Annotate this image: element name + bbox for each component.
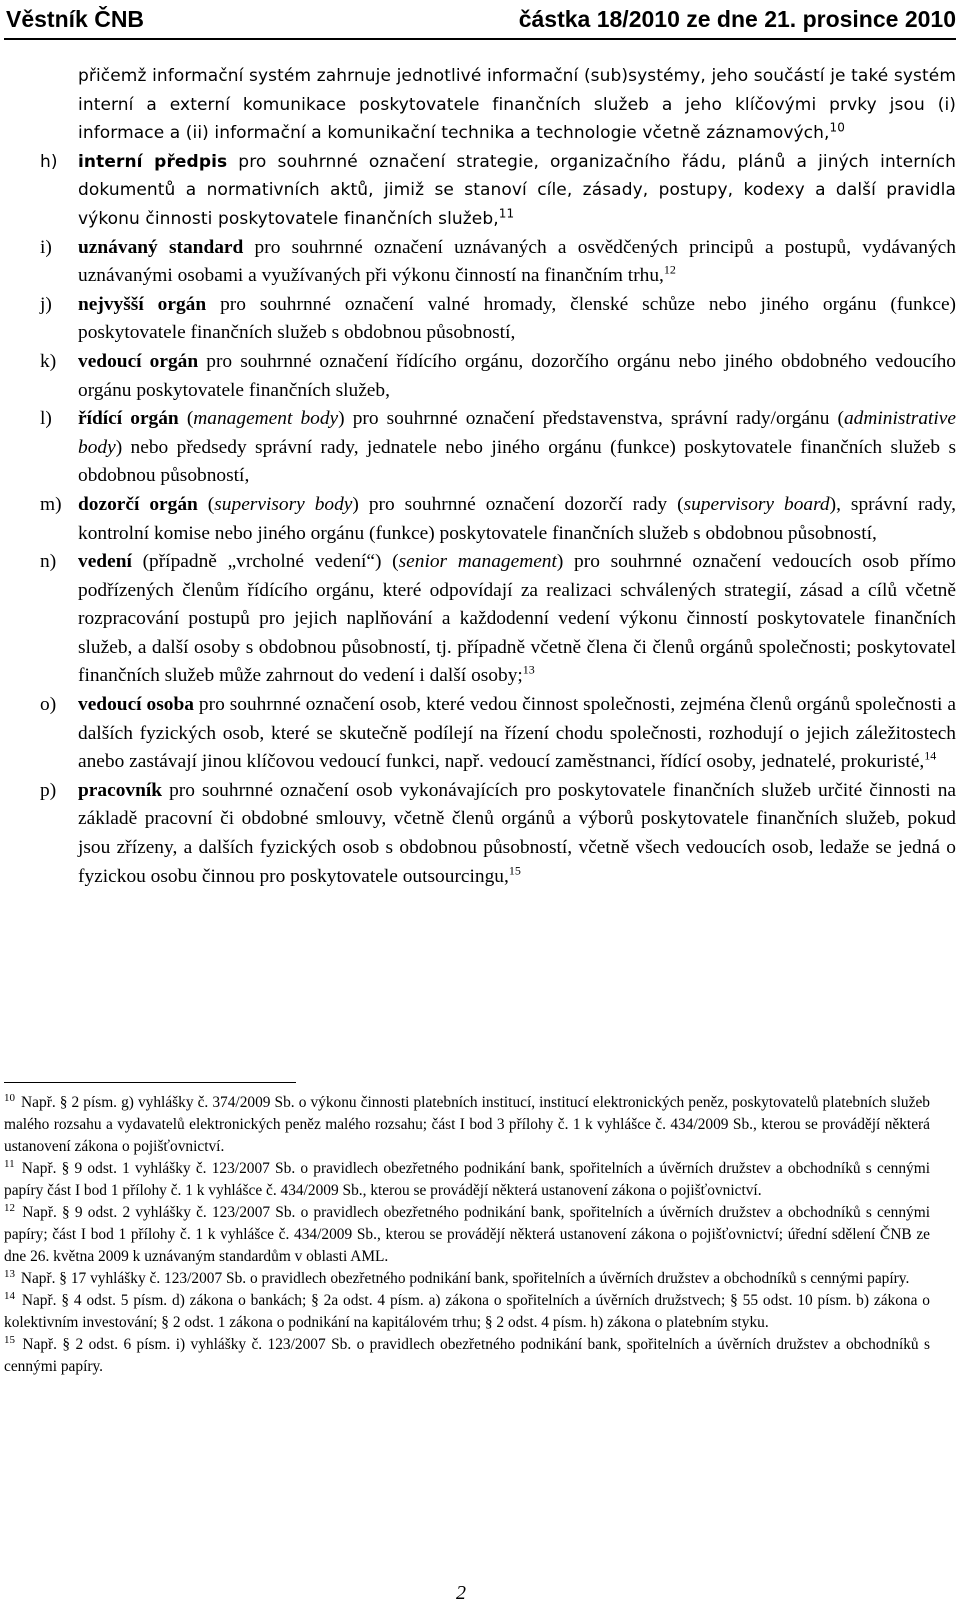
page-number: 2 — [456, 1582, 466, 1604]
definition-text: ( — [197, 493, 215, 515]
defined-term: dozorčí orgán — [78, 493, 198, 515]
english-term: senior management — [398, 551, 557, 573]
definition-item — [40, 148, 956, 234]
definition-text: pro souhrnné označení uznávaných a osvědčených principů a postupů, vydávaných uznávanými osobami a využívaných při výkonu činností na finančním trhu, — [78, 236, 956, 287]
header-publication-title: Věstník ČNB — [6, 6, 145, 32]
definition-text: ), správní rady, kontrolní komise nebo jiného orgánu (funkce) poskytovatele finančních služeb s obdobnou působností, — [78, 493, 956, 544]
definition-text: ) pro souhrnné označení představenstva, správní rady/orgánu ( — [338, 408, 844, 430]
footnote-number: 12 — [4, 1201, 15, 1214]
defined-term: interní předpis — [78, 151, 228, 172]
definition-text: ) nebo předsedy správní rady, jednatele nebo jiného orgánu (funkce) poskytovatele finančních služeb s obdobnou působností, — [78, 436, 956, 487]
definition-text: pro souhrnné označení valné hromady, členské schůze nebo jiného orgánu (funkce) poskytovatele finančních služeb s obdobnou působností, — [78, 293, 957, 344]
definition-item — [40, 291, 956, 348]
definition-item — [40, 548, 956, 691]
footnote-number: 13 — [4, 1267, 15, 1280]
header-issue-date: částka 18/2010 ze dne 21. prosince 2010 — [518, 6, 956, 32]
footnote-ref: 10 — [829, 120, 845, 135]
footnote-text: Např. § 4 odst. 5 písm. d) zákona o bankách; § 2a odst. 4 písm. a) zákona o spořitelních a úvěrních družstvech; § 55 odst. 10 písm. b) zákona o kolektivním investování; § 2 odst. 1 zákona o podnikání na kapitálovém trhu; § 2 odst. 4 písm. h) zákona o platebním styku. — [4, 1292, 930, 1331]
item-label: p) — [40, 779, 57, 801]
defined-term: uznávaný standard — [78, 236, 244, 258]
defined-term: vedoucí osoba — [78, 694, 194, 716]
english-term: supervisory body — [214, 493, 353, 515]
footnote-ref: 12 — [663, 262, 676, 277]
definition-text: pro souhrnné označení osob, které vedou činnost společnosti, zejména členů orgánů společnosti a dalších fyzických osob, které se skutečně podílejí na řízení chodu společnosti, rozhodují o jejich záležitostech anebo zastávají jinou klíčovou vedoucí funkci, např. vedoucí zaměstnanci, řídící osoby, jednatelé, prokuristé, — [78, 694, 957, 773]
defined-term: pracovník — [78, 779, 163, 801]
footnote-number: 10 — [4, 1091, 15, 1104]
footnote-text: Např. § 9 odst. 1 vyhlášky č. 123/2007 Sb. o pravidlech obezřetného podnikání bank, spořitelních a úvěrních družstev a obchodníků s cennými papíry část I bod 1 přílohy č. 1 k vyhlášce č. 434/2009 Sb., kterou se provádějí některá ustanovení zákona o pojišťovnictví. — [4, 1160, 930, 1199]
item-label: h) — [40, 151, 58, 172]
footnotes — [4, 1092, 930, 1378]
item-label: i) — [40, 236, 52, 258]
english-term: administrative body — [78, 408, 957, 458]
definition-text: ( — [178, 408, 194, 430]
footnote — [4, 1158, 930, 1202]
footnote-ref: 14 — [924, 748, 937, 763]
definition-text: pro souhrnné označení osob vykonávajících pro poskytovatele finančních služeb určité činnosti na základě pracovní či obdobné smlouvy, včetně členů orgánů a výborů poskytovatele finančních služeb, pokud jsou zřízeny, a dalších fyzických osob s obdobnou působností, včetně všech vedoucích osob, ledaže se jedná o fyzickou osobu činnou pro poskytovatele outsourcingu, — [78, 779, 956, 887]
definition-item — [40, 777, 956, 891]
footnote-text: Např. § 9 odst. 2 vyhlášky č. 123/2007 Sb. o pravidlech obezřetného podnikání bank, spořitelních a úvěrních družstev a obchodníků s cennými papíry; část I bod 1 přílohy č. 1 k vyhlášce č. 434/2009 Sb., kterou se provádějí některá ustanovení zákona o pojišťovnictví; úřední sdělení ČNB ze dne 26. května 2009 k uznávaným standardům v oblasti AML. — [4, 1204, 930, 1265]
intro-paragraph — [78, 62, 956, 148]
english-term: supervisory board — [683, 493, 830, 515]
footnote — [4, 1290, 930, 1334]
footnote-text: Např. § 2 odst. 6 písm. i) vyhlášky č. 123/2007 Sb. o pravidlech obezřetného podnikání bank, spořitelních a úvěrních družstev a obchodníků s cennými papíry. — [4, 1336, 930, 1375]
intro-text: přičemž informační systém zahrnuje jednotlivé informační (sub)systémy, jeho součástí je také systém interní a externí komunikace poskytovatele finančních služeb a jeho klíčovými prvky jsou (i) informace a (ii) informační a komunikační technika a technologie včetně záznamových, — [78, 66, 956, 144]
definition-item — [40, 491, 956, 548]
definition-item — [40, 348, 956, 405]
footnote-text: Např. § 2 písm. g) vyhlášky č. 374/2009 Sb. o výkonu činnosti platebních institucí, institucí elektronických peněz, poskytovatelů platebních služeb malého rozsahu a vydavatelů elektronických peněz malého rozsahu; část I bod 3 přílohy č. 1 k vyhlášce č. 434/2009 Sb., kterou se provádějí některá ustanovení zákona o pojišťovnictví. — [4, 1094, 930, 1155]
main-text — [40, 62, 956, 891]
definition-text: pro souhrnné označení řídícího orgánu, dozorčího orgánu nebo jiného obdobného vedoucího orgánu poskytovatele finančních služeb, — [78, 350, 956, 401]
footnote — [4, 1334, 930, 1378]
footnote-ref: 13 — [522, 663, 535, 677]
defined-term: vedení — [78, 551, 132, 573]
footnote-text: Např. § 17 vyhlášky č. 123/2007 Sb. o pravidlech obezřetného podnikání bank, spořitelních a úvěrních družstev a obchodníků s cennými papíry. — [17, 1270, 910, 1287]
definition-text: pro souhrnné označení strategie, organizačního řádu, plánů a jiných interních dokumentů a normativních aktů, jimiž se stanoví cíle, zásady, postupy, kodexy a další pravidla výkonu činnosti poskytovatele finančních služeb, — [78, 151, 956, 229]
defined-term: nejvyšší orgán — [78, 293, 207, 315]
definition-text: (případně „vrcholné vedení“) ( — [131, 551, 399, 573]
footnote — [4, 1092, 930, 1158]
item-label: l) — [40, 408, 52, 430]
item-label: o) — [40, 694, 57, 716]
footnote-ref: 15 — [508, 863, 521, 878]
definition-text: ) pro souhrnné označení dozorčí rady ( — [352, 493, 684, 515]
definition-item — [40, 234, 956, 291]
defined-term: řídící orgán — [78, 408, 179, 430]
footnote-ref: 11 — [498, 206, 515, 221]
footnote-number: 15 — [4, 1333, 15, 1346]
defined-term: vedoucí orgán — [78, 350, 199, 372]
page-header — [4, 2, 956, 40]
definition-text: ) pro souhrnné označení vedoucích osob přímo podřízených členům řídícího orgánu, které odpovídají za realizaci schválených strategií, zásad a cílů včetně rozpracování postupů pro jejich naplňování a každodenní vedení výkonu činností poskytovatele finančních služeb, a další osoby s obdobnou působností, tj. případně včetně člena či členů orgánů společnosti; poskytovatel finančních služeb může zahrnout do vedení i další osoby; — [78, 551, 956, 687]
item-label: j) — [40, 293, 52, 315]
definition-item — [40, 691, 956, 777]
definition-item — [40, 405, 956, 491]
footnote-number: 11 — [4, 1157, 15, 1170]
english-term: management body — [193, 408, 339, 430]
item-label: k) — [40, 350, 57, 372]
item-label: m) — [40, 493, 62, 515]
footnote-separator — [4, 1082, 296, 1083]
item-label: n) — [40, 551, 57, 573]
footnote-number: 14 — [4, 1289, 15, 1302]
footnote — [4, 1268, 930, 1290]
footnote — [4, 1202, 930, 1268]
